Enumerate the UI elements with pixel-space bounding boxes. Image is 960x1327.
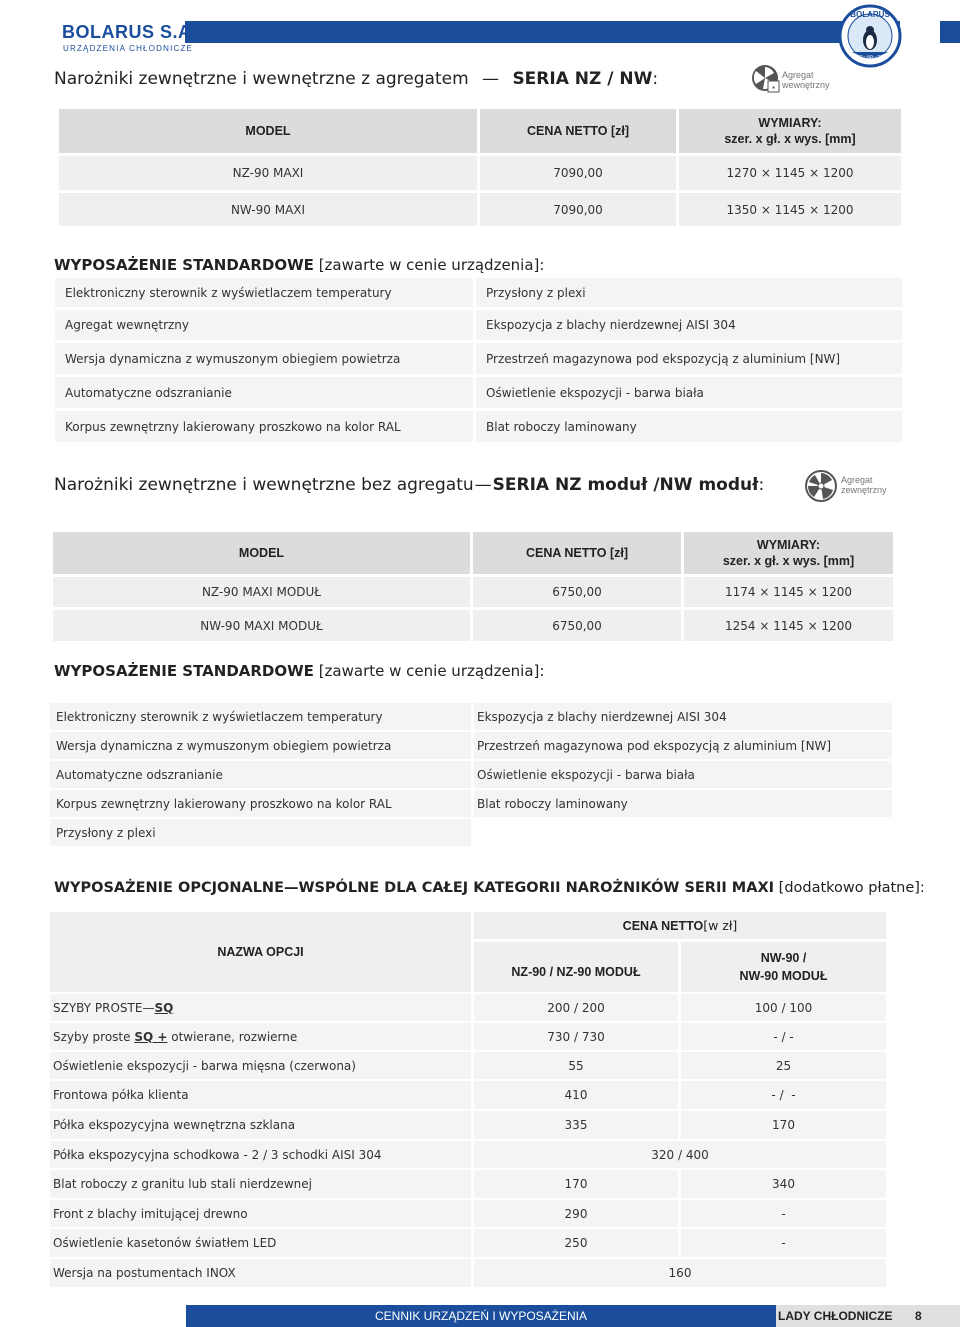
table-row: NW-90 MAXI [59,193,477,226]
option-row-name: Frontowa półka klienta [50,1081,471,1109]
col-dimensions-header: WYMIARY: szer. x gł. x wys. [mm] [679,109,901,153]
option-row-price-nw: - / - [681,1023,886,1050]
option-row-price-merged: 320 / 400 [474,1141,886,1168]
option-row-price-nz: 730 / 730 [474,1023,678,1050]
list-item: Przysłony z plexi [476,278,902,307]
internal-unit-icon [750,63,780,93]
option-row-price-nw: 340 [681,1170,886,1198]
option-row-price-nz: 200 / 200 [474,994,678,1021]
option-row-price-nw: 100 / 100 [681,994,886,1021]
badge-years: 1962 · 50 · 2012 [851,55,889,61]
option-row-name: Półka ekspozycyjna schodkowa - 2 / 3 schodki AISI 304 [50,1141,471,1168]
option-row-price-nw: 170 [681,1111,886,1139]
table-cell-price: 6750,00 [473,610,681,641]
list-item: Korpus zewnętrzny lakierowany proszkowo na kolor RAL [55,411,473,442]
table-row: NZ-90 MAXI [59,156,477,190]
option-row-price-nz: 55 [474,1052,678,1079]
list-item: Elektroniczny sterownik z wyświetlaczem temperatury [50,703,471,730]
option-row-price-nz: 410 [474,1081,678,1109]
list-item: Automatyczne odszranianie [55,377,473,408]
footer-category: LADY CHŁODNICZE [778,1309,893,1323]
badge-text: BOLARUS [850,10,890,19]
footer-title: CENNIK URZĄDZEŃ I WYPOSAŻENIA [374,1309,588,1323]
option-row-name: Oświetlenie ekspozycji - barwa mięsna (czerwona) [50,1052,471,1079]
svg-text:▪: ▪ [772,83,775,92]
list-item: Przestrzeń magazynowa pod ekspozycją z aluminium [NW] [474,732,892,759]
list-item: Korpus zewnętrzny lakierowany proszkowo na kolor RAL [50,790,471,817]
table-cell-dim: 1350 × 1145 × 1200 [679,193,901,226]
list-item: Agregat wewnętrzny [55,310,473,340]
list-item: Przysłony z plexi [50,819,471,846]
internal-unit-label: Agregat wewnętrzny [782,70,830,90]
option-row-name: SZYBY PROSTE— SQ [50,994,471,1021]
list-item: Wersja dynamiczna z wymuszonym obiegiem powietrza [50,732,471,759]
option-row-price-nz: 250 [474,1229,678,1257]
price-group-header: CENA NETTO [w zł] [474,912,886,939]
option-row-name: Szyby proste SQ + otwierane, rozwierne [50,1023,471,1050]
external-unit-icon [805,470,837,502]
section1-equipment-title: WYPOSAŻENIE STANDARDOWE [zawarte w cenie urządzenia]: [54,256,545,274]
table-row: NZ-90 MAXI MODUŁ [53,577,470,607]
section2-title: Narożniki zewnętrzne i wewnętrzne bez agregatu—SERIA NZ moduł /NW moduł: [54,475,765,495]
table-cell-price: 6750,00 [473,577,681,607]
option-row-price-merged: 160 [474,1259,886,1287]
list-item: Elektroniczny sterownik z wyświetlaczem temperatury [55,278,473,307]
col-model-header: MODEL [59,109,477,153]
col-nz-header: NZ-90 / NZ-90 MODUŁ [474,942,678,992]
external-unit-label: Agregat zewnętrzny [841,475,887,495]
list-item: Oświetlenie ekspozycji - barwa biała [476,377,902,408]
brand-subtitle: URZĄDZENIA CHŁODNICZE [63,44,194,53]
list-item: Wersja dynamiczna z wymuszonym obiegiem powietrza [55,343,473,374]
anniversary-badge-icon [838,4,902,68]
list-item: Ekspozycja z blachy nierdzewnej AISI 304 [474,703,892,730]
option-row-price-nw: - [681,1229,886,1257]
header-bar-right [940,21,960,43]
header-bar [185,21,900,43]
section2-equipment-title: WYPOSAŻENIE STANDARDOWE [zawarte w cenie urządzenia]: [54,662,545,680]
col-price-header: CENA NETTO [zł] [480,109,676,153]
list-item: Przestrzeń magazynowa pod ekspozycją z aluminium [NW] [476,343,902,374]
list-item: Blat roboczy laminowany [474,790,892,817]
list-item: Oświetlenie ekspozycji - barwa biała [474,761,892,788]
table-cell-price: 7090,00 [480,193,676,226]
list-item: Ekspozycja z blachy nierdzewnej AISI 304 [476,310,902,340]
col-dimensions-header: WYMIARY: szer. x gł. x wys. [mm] [684,532,893,574]
option-row-name: Oświetlenie kasetonów światłem LED [50,1229,471,1257]
col-price-header: CENA NETTO [zł] [473,532,681,574]
option-row-price-nw: - [681,1200,886,1227]
brand-logo: BOLARUS S.A. [62,22,198,42]
option-row-price-nw: - / - [681,1081,886,1109]
table-cell-price: 7090,00 [480,156,676,190]
table-cell-dim: 1254 × 1145 × 1200 [684,610,893,641]
option-row-name: Blat roboczy z granitu lub stali nierdzewnej [50,1170,471,1198]
option-row-name: Wersja na postumentach INOX [50,1259,471,1287]
section1-title: Narożniki zewnętrzne i wewnętrzne z agregatem — SERIA NZ / NW: [54,69,659,89]
option-row-name: Front z blachy imitującej drewno [50,1200,471,1227]
option-row-price-nz: 290 [474,1200,678,1227]
page-number: 8 [915,1309,922,1323]
table-cell-dim: 1270 × 1145 × 1200 [679,156,901,190]
list-item: Automatyczne odszranianie [50,761,471,788]
option-row-name: Półka ekspozycyjna wewnętrzna szklana [50,1111,471,1139]
section3-title: WYPOSAŻENIE OPCJONALNE—WSPÓLNE DLA CAŁEJ KATEGORII NAROŻNIKÓW SERII MAXI [dodatkowo płatne]: [54,880,925,896]
option-row-price-nz: 335 [474,1111,678,1139]
col-model-header: MODEL [53,532,470,574]
option-row-price-nz: 170 [474,1170,678,1198]
option-row-price-nw: 25 [681,1052,886,1079]
col-nw-header: NW-90 / NW-90 MODUŁ [681,942,886,992]
table-row: NW-90 MAXI MODUŁ [53,610,470,641]
col-option-name-header: NAZWA OPCJI [50,912,471,992]
table-cell-dim: 1174 × 1145 × 1200 [684,577,893,607]
list-item: Blat roboczy laminowany [476,411,902,442]
